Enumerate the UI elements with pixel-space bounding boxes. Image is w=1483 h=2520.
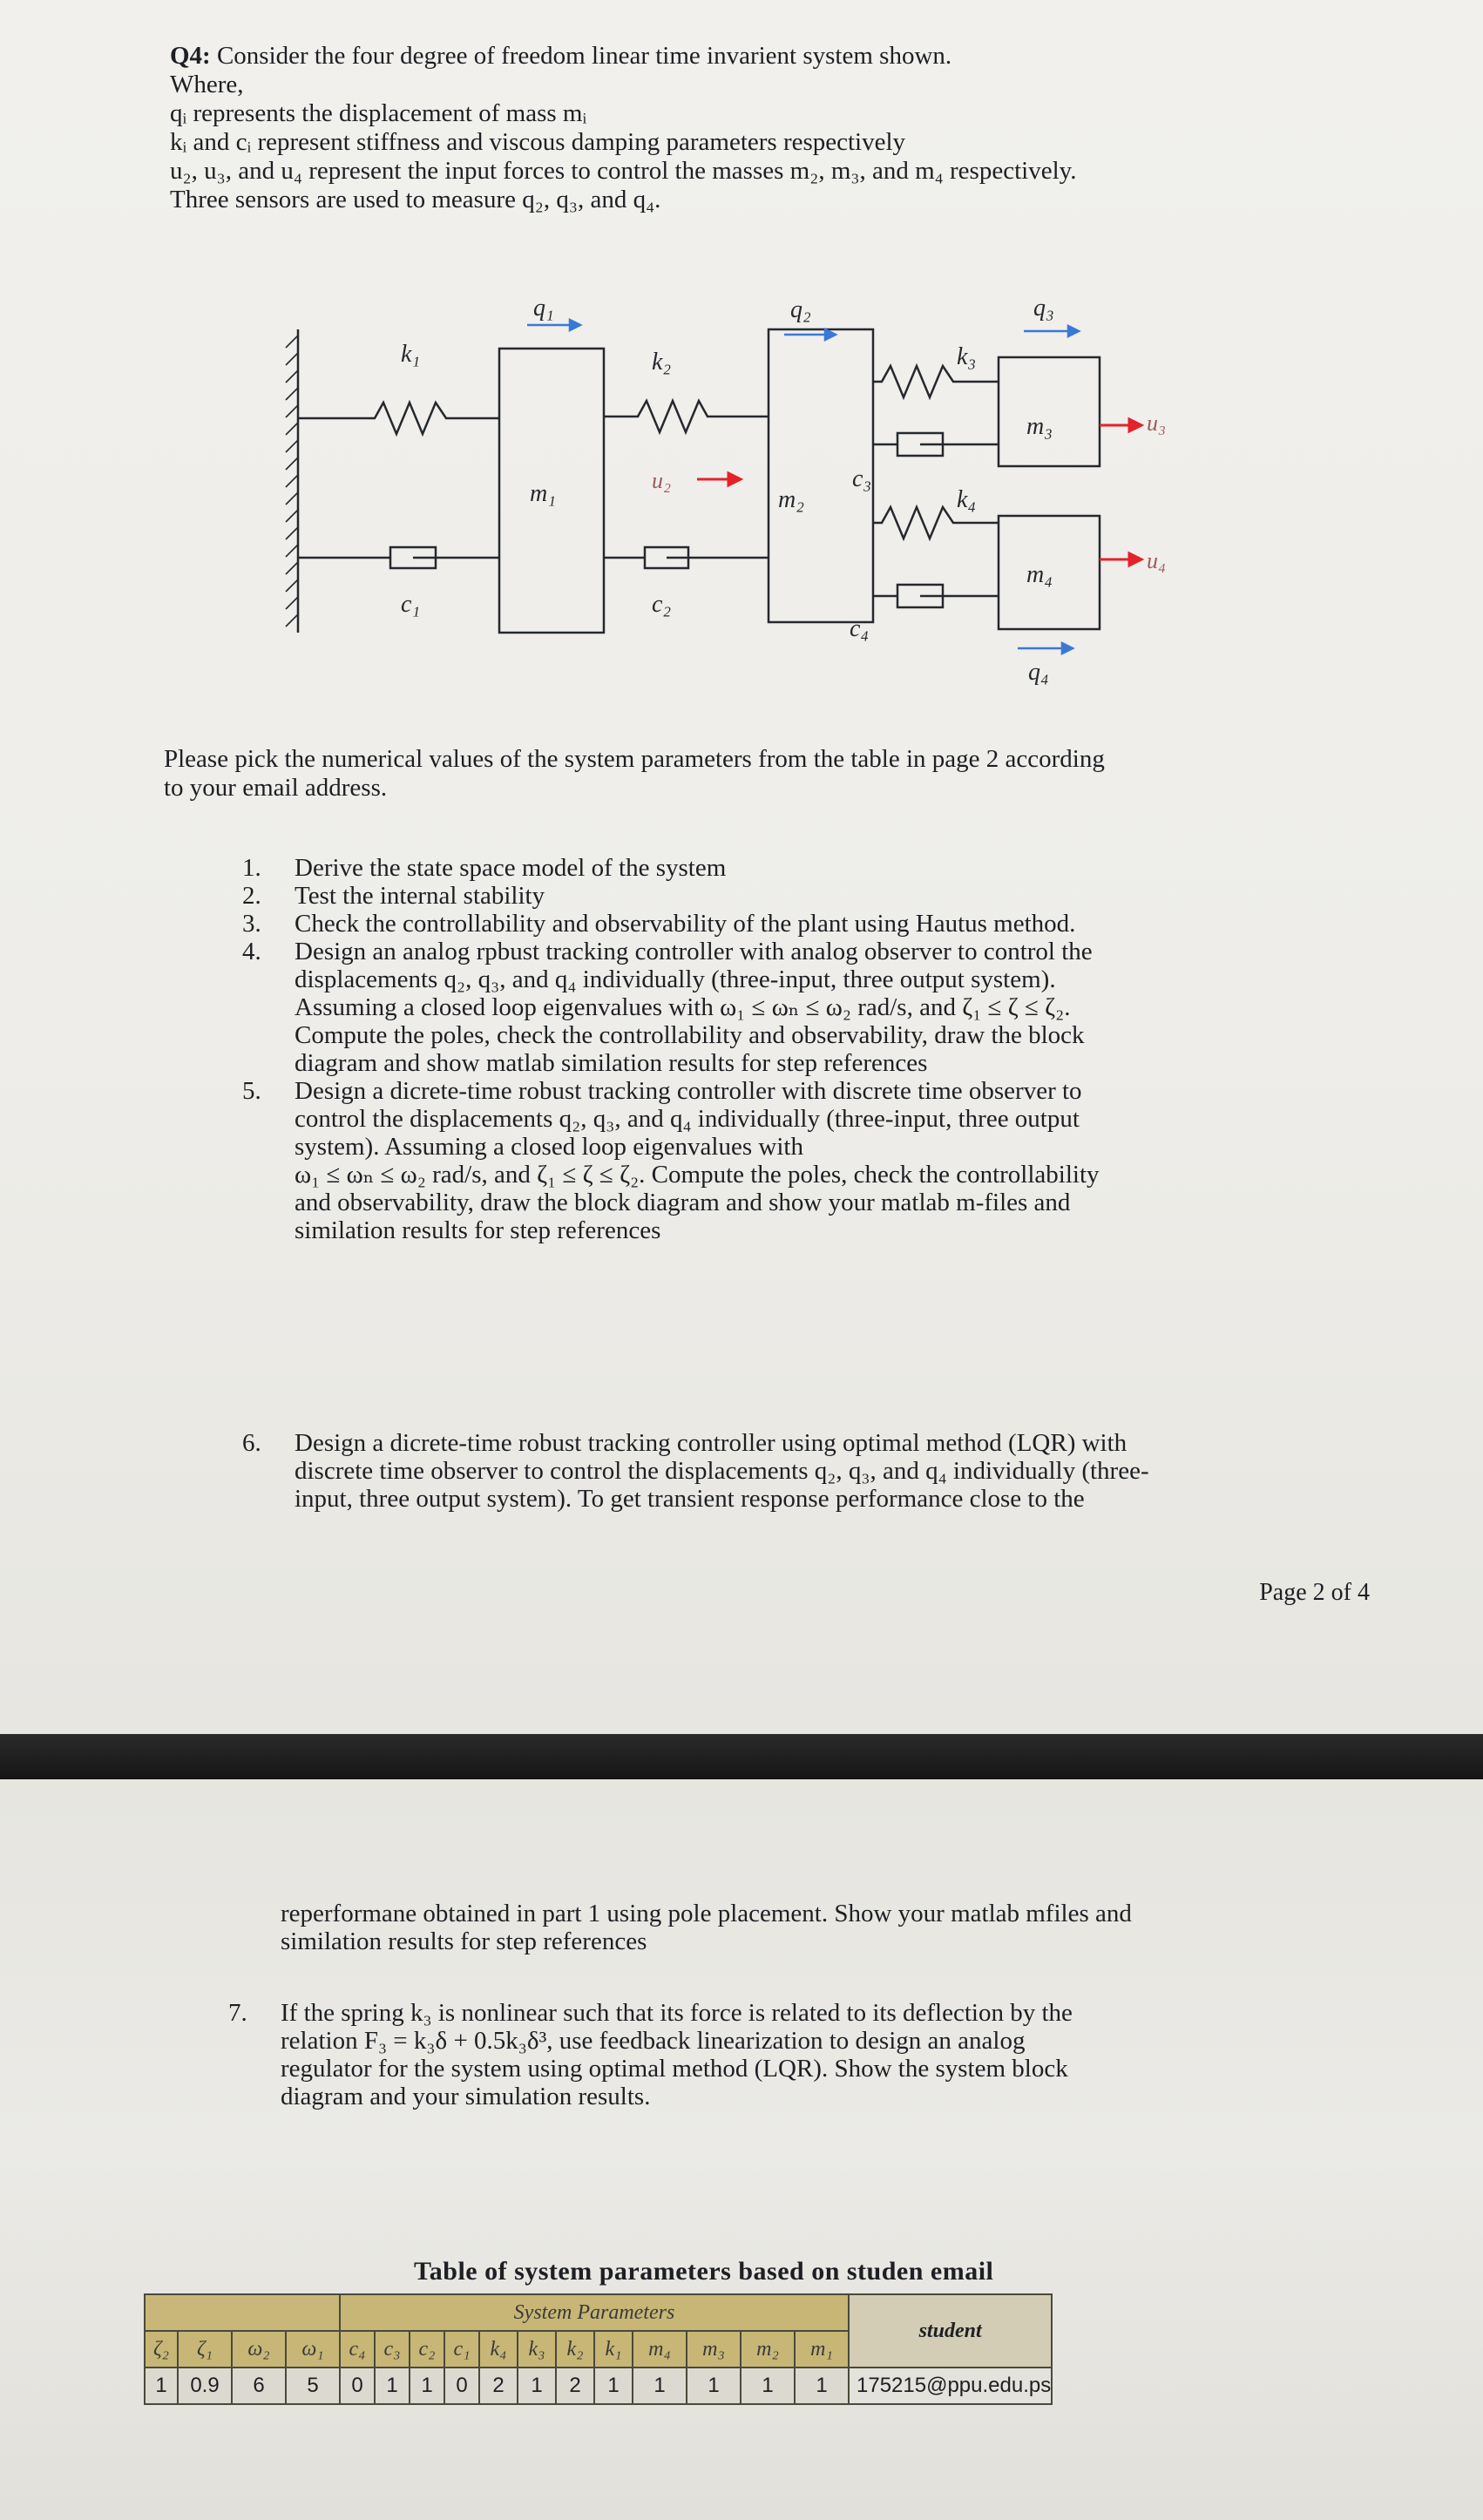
c1-label: c₁ [401, 591, 421, 618]
item-line: Test the internal stability [295, 882, 545, 910]
item-line: If the spring k₃ is nonlinear such that its force is related to its deflection by the [281, 1999, 1073, 2027]
item-line: displacements q₂, q₃, and q₄ individually (three-input, three output system). [295, 965, 1056, 993]
item-number: 7. [228, 1999, 247, 2027]
col-header: m₄ [633, 2331, 687, 2368]
continuation-line-0: reperformane obtained in part 1 using pole placement. Show your matlab mfiles and [281, 1900, 1132, 1927]
m1-label: m₁ [530, 480, 556, 507]
value-cell: 1 [410, 2368, 444, 2404]
value-cell: 1 [145, 2368, 178, 2404]
k4-label: k₄ [957, 486, 977, 513]
value-cell: 1 [633, 2368, 687, 2404]
item-line: similation results for step references [295, 1216, 661, 1244]
item-line: diagram and show matlab similation results for step references [295, 1049, 928, 1077]
table-row [145, 2368, 1052, 2404]
item-line: Compute the poles, check the controllability and observability, draw the block [295, 1021, 1085, 1049]
intro-line-1: Where, [170, 71, 244, 98]
value-cell: 1 [594, 2368, 633, 2404]
spring-k3 [873, 366, 999, 397]
col-header: ω₂ [232, 2331, 286, 2368]
spring-k1 [298, 403, 499, 434]
col-header: k₂ [556, 2331, 594, 2368]
spring-k2 [604, 401, 769, 432]
col-header: ω₁ [286, 2331, 340, 2368]
intro-line-0: Consider the four degree of freedom linear time invarient system shown. [216, 42, 952, 70]
value-cell: 1 [795, 2368, 849, 2404]
m3-label: m₃ [1026, 413, 1053, 440]
item-line: input, three output system). To get transient response performance close to the [295, 1485, 1085, 1513]
col-header: k₁ [594, 2331, 633, 2368]
value-cell: 0 [340, 2368, 375, 2404]
item-line: system). Assuming a closed loop eigenvalues with [295, 1133, 803, 1161]
value-cell: 1 [741, 2368, 795, 2404]
m4-label: m₄ [1026, 561, 1053, 588]
item-line: Assuming a closed loop eigenvalues with ω₁ ≤ ωₙ ≤ ω₂ rad/s, and ζ₁ ≤ ζ ≤ ζ₂. [295, 993, 1071, 1021]
col-header: c₁ [444, 2331, 479, 2368]
item-number: 1. [242, 854, 261, 882]
value-cell: 1 [687, 2368, 741, 2404]
mass-m3 [999, 357, 1100, 466]
item-number: 6. [242, 1429, 261, 1457]
item-line: ω₁ ≤ ωₙ ≤ ω₂ rad/s, and ζ₁ ≤ ζ ≤ ζ₂. Compute the poles, check the controllability [295, 1161, 1100, 1189]
intro-line-5: Three sensors are used to measure q₂, q₃, and q₄. [170, 186, 661, 213]
intro-line-4: u₂, u₃, and u₄ represent the input forces to control the masses m₂, m₃, and m₄ respectively. [170, 157, 1077, 185]
col-header: ζ₂ [145, 2331, 178, 2368]
item-number: 3. [242, 910, 261, 938]
pick-instructions [164, 745, 1105, 803]
m2-label: m₂ [778, 486, 804, 513]
item-line: control the displacements q₂, q₃, and q₄ individually (three-input, three output [295, 1105, 1080, 1133]
item-line: Design a dicrete-time robust tracking controller with discrete time observer to [295, 1077, 1082, 1105]
value-cell: 1 [518, 2368, 556, 2404]
col-header: c₄ [340, 2331, 375, 2368]
item-line: Design a dicrete-time robust tracking controller using optimal method (LQR) with [295, 1429, 1127, 1457]
item-line: discrete time observer to control the displacements q₂, q₃, and q₄ individually (three- [295, 1457, 1149, 1485]
q3-label: q₃ [1033, 295, 1054, 322]
u2-label: u₂ [652, 468, 672, 493]
continuation-line-1: similation results for step references [281, 1927, 647, 1955]
value-cell: 6 [232, 2368, 286, 2404]
u3-label: u₃ [1147, 410, 1167, 436]
item-number: 4. [242, 938, 261, 965]
parameters-table [144, 2293, 1053, 2405]
question-label: Q4: [170, 42, 211, 70]
q2-label: q₂ [790, 296, 811, 323]
col-header: m₁ [795, 2331, 849, 2368]
col-header: c₂ [410, 2331, 444, 2368]
c2-label: c₂ [652, 591, 672, 618]
value-cell: 5 [286, 2368, 340, 2404]
col-header: m₂ [741, 2331, 795, 2368]
col-header: k₄ [479, 2331, 518, 2368]
table-title: Table of system parameters based on studen email [414, 2257, 994, 2286]
page-number: Page 2 of 4 [1259, 1579, 1370, 1606]
item-line: Check the controllability and observability of the plant using Hautus method. [295, 910, 1076, 938]
spring-k4 [873, 507, 999, 539]
q4-label: q₄ [1028, 659, 1049, 686]
item-number: 5. [242, 1077, 261, 1105]
item-number: 2. [242, 882, 261, 910]
col-header: m₃ [687, 2331, 741, 2368]
value-cell: 1 [375, 2368, 410, 2404]
item-line: Derive the state space model of the system [295, 854, 727, 882]
q1-label: q₁ [533, 295, 554, 322]
item-6-continuation [281, 1900, 1132, 1955]
pick-line-1: to your email address. [164, 774, 388, 802]
group-header: System Parameters [340, 2294, 849, 2331]
page-gap [0, 1734, 1483, 1779]
wall-hatch [286, 335, 298, 627]
k2-label: k₂ [652, 349, 672, 376]
value-cell: 2 [556, 2368, 594, 2404]
c3-label: c₃ [852, 465, 872, 492]
c4-label: c₄ [850, 615, 870, 642]
pick-line-0: Please pick the numerical values of the system parameters from the table in page 2 according [164, 745, 1105, 773]
item-line: relation F₃ = k₃δ + 0.5k₃δ³, use feedback linearization to design an analog [281, 2027, 1026, 2055]
intro-line-2: qᵢ represents the displacement of mass mᵢ [170, 99, 587, 127]
col-header: c₃ [375, 2331, 410, 2368]
item-line: Design an analog rpbust tracking controller with analog observer to control the [295, 938, 1093, 965]
item-line: regulator for the system using optimal method (LQR). Show the system block [281, 2055, 1068, 2083]
k1-label: k₁ [401, 341, 421, 368]
col-header: ζ₁ [178, 2331, 232, 2368]
mass-spring-damper-diagram [0, 0, 1483, 697]
intro-line-3: kᵢ and cᵢ represent stiffness and viscous damping parameters respectively [170, 128, 906, 156]
item-line: and observability, draw the block diagram and show your matlab m-files and [295, 1189, 1071, 1216]
item-line: diagram and your simulation results. [281, 2083, 651, 2110]
value-cell: 0 [444, 2368, 479, 2404]
page-2 [0, 1779, 1483, 2520]
col-header: k₃ [518, 2331, 556, 2368]
u4-label: u₄ [1147, 548, 1167, 573]
value-cell: 0.9 [178, 2368, 232, 2404]
value-cell: 2 [479, 2368, 518, 2404]
k3-label: k₃ [957, 343, 977, 370]
student-header: student [849, 2294, 1052, 2368]
student-email: 175215@ppu.edu.ps [849, 2368, 1052, 2404]
